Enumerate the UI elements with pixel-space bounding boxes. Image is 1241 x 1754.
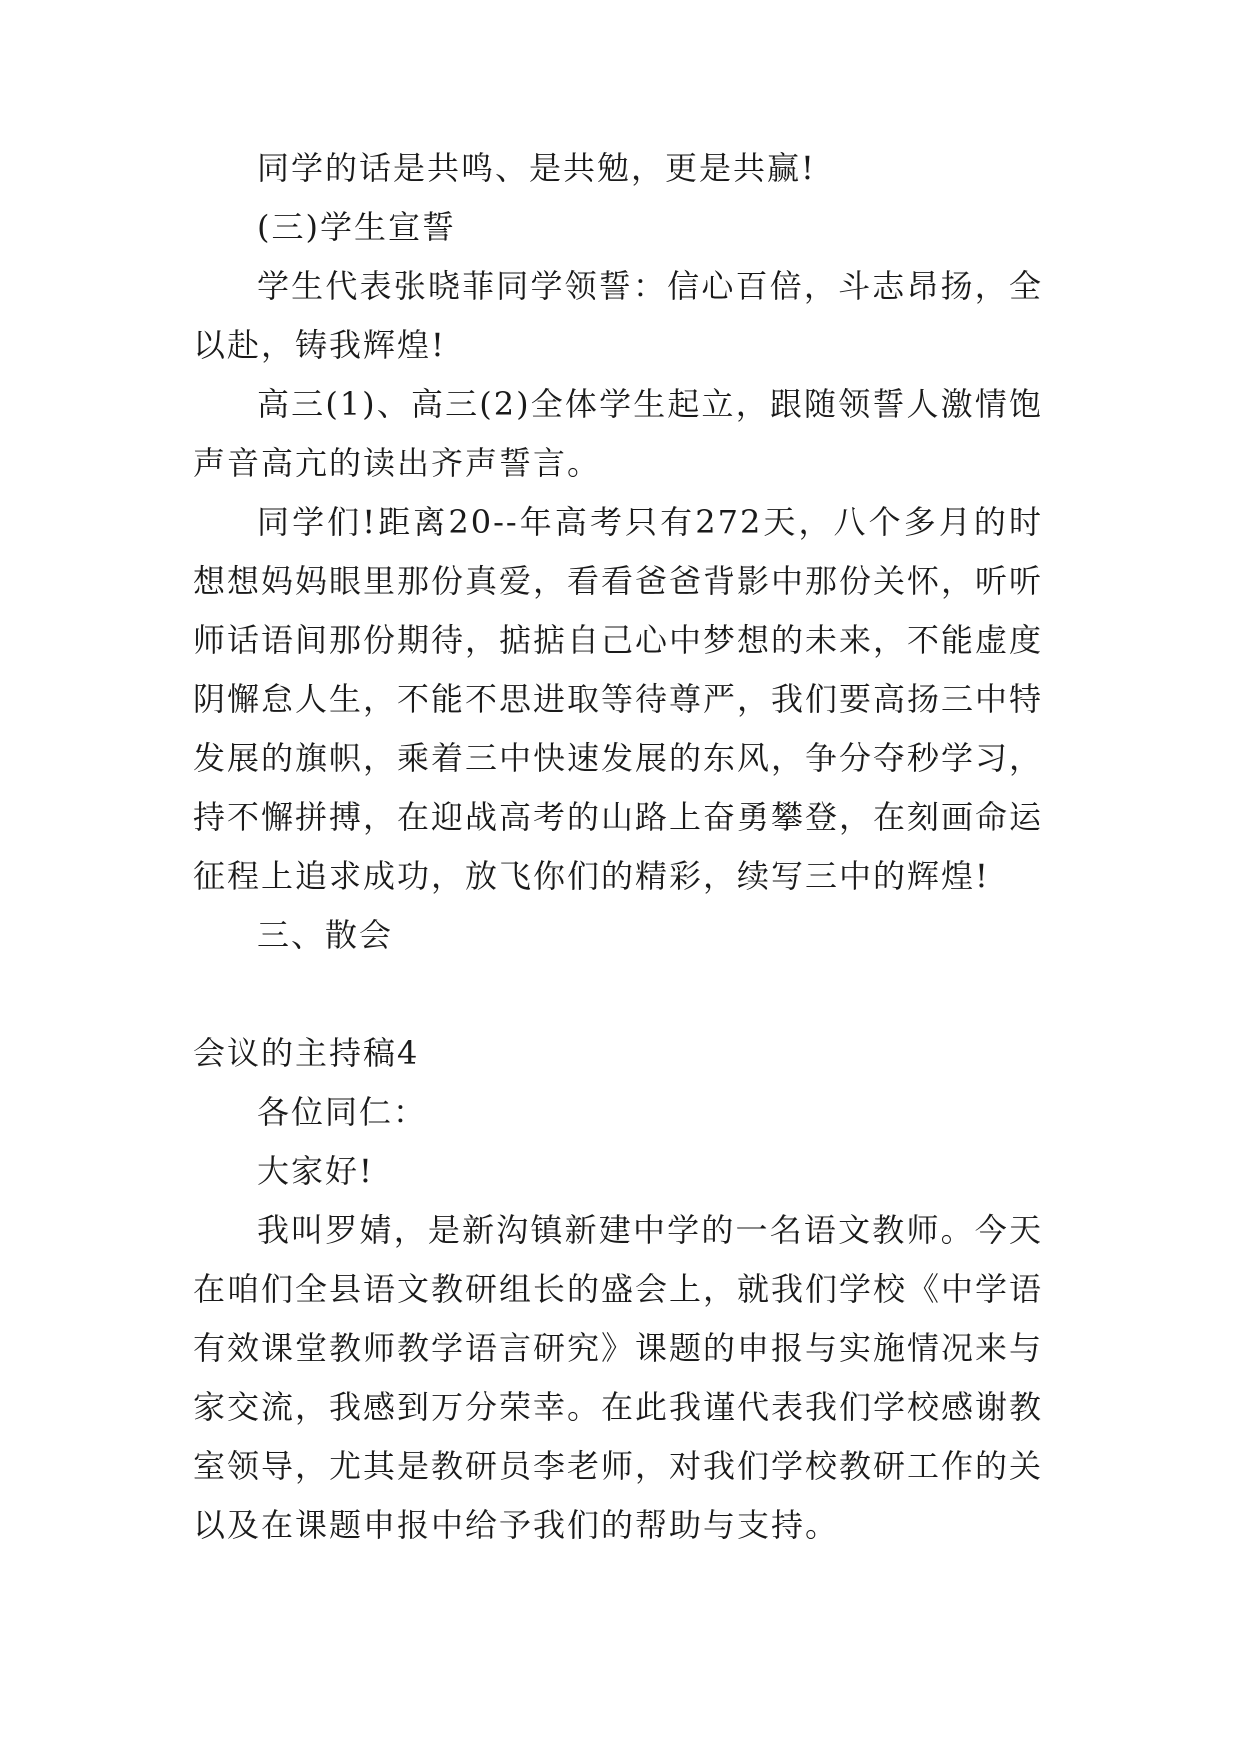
paragraph-line: 以赴，铸我辉煌! bbox=[193, 326, 446, 364]
paragraph-line: 有效课堂教师教学语言研究》课题的申报与实施情况来与 bbox=[193, 1329, 1043, 1367]
salutation: 各位同仁： bbox=[257, 1093, 428, 1131]
paragraph-line: 学生代表张晓菲同学领誓：信心百倍，斗志昂扬，全 bbox=[257, 267, 1043, 305]
paragraph-line: 同学的话是共鸣、是共勉，更是共赢! bbox=[257, 149, 816, 187]
section-heading: 三、散会 bbox=[257, 916, 394, 954]
paragraph-line: 我叫罗婧，是新沟镇新建中学的一名语文教师。今天 bbox=[257, 1211, 1043, 1249]
paragraph-line: 声音高亢的读出齐声誓言。 bbox=[193, 444, 602, 482]
paragraph-line: 征程上追求成功，放飞你们的精彩，续写三中的辉煌! bbox=[193, 857, 990, 895]
paragraph-line: 高三(1)、高三(2)全体学生起立，跟随领誓人激情饱 bbox=[257, 385, 1043, 423]
greeting: 大家好! bbox=[257, 1152, 374, 1190]
paragraph-line: 想想妈妈眼里那份真爱，看看爸爸背影中那份关怀，听听 bbox=[193, 562, 1043, 600]
section-heading: (三)学生宣誓 bbox=[257, 208, 456, 246]
paragraph-line: 发展的旗帜，乘着三中快速发展的东风，争分夺秒学习， bbox=[193, 739, 1043, 777]
paragraph-line: 阴懈怠人生，不能不思进取等待尊严，我们要高扬三中特 bbox=[193, 680, 1043, 718]
paragraph-line: 以及在课题申报中给予我们的帮助与支持。 bbox=[193, 1506, 840, 1544]
paragraph-line: 室领导，尤其是教研员李老师，对我们学校教研工作的关 bbox=[193, 1447, 1043, 1485]
paragraph-line: 在咱们全县语文教研组长的盛会上，就我们学校《中学语 bbox=[193, 1270, 1043, 1308]
paragraph-line: 家交流，我感到万分荣幸。在此我谨代表我们学校感谢教 bbox=[193, 1388, 1043, 1426]
paragraph-line: 师话语间那份期待，掂掂自己心中梦想的未来，不能虚度 bbox=[193, 621, 1043, 659]
document-title: 会议的主持稿4 bbox=[193, 1034, 420, 1072]
paragraph-line: 持不懈拼搏，在迎战高考的山路上奋勇攀登，在刻画命运 bbox=[193, 798, 1043, 836]
paragraph-line: 同学们!距离20--年高考只有272天，八个多月的时 bbox=[257, 503, 1043, 541]
